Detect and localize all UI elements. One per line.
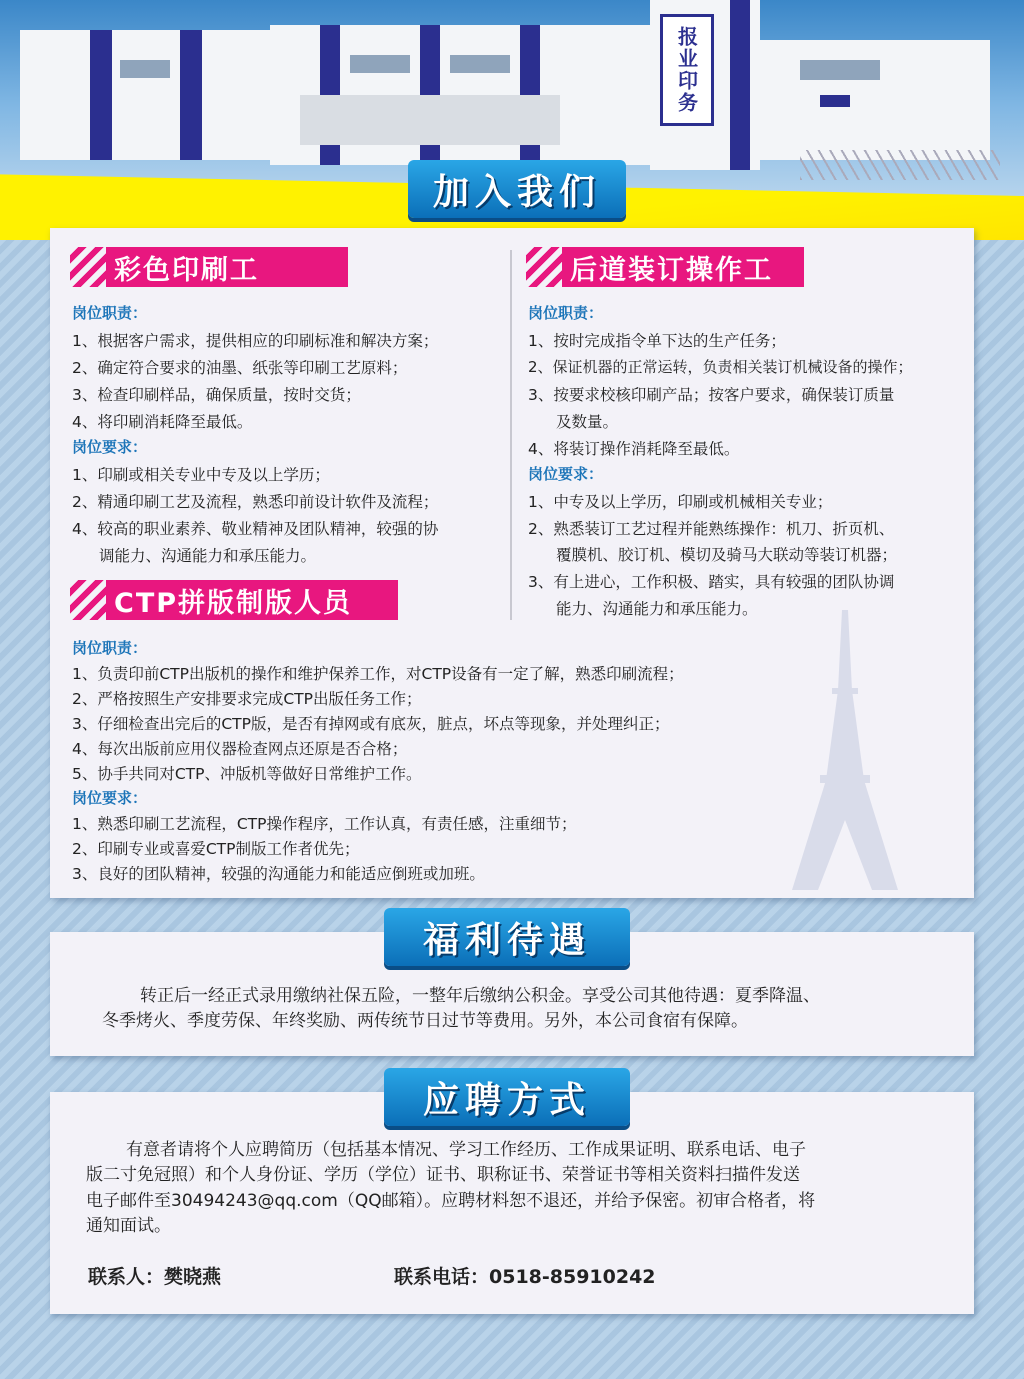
column-divider: [510, 250, 512, 620]
job1-req: 1、印刷或相关专业中专及以上学历；: [72, 466, 330, 484]
job1-duty: 2、确定符合要求的油墨、纸张等印刷工艺原料；: [72, 359, 408, 377]
benefits-text-line: 冬季烤火、季度劳保、年终奖励、两传统节日过节等费用。另外，本公司食宿有保障。: [102, 1011, 748, 1031]
building-stripe: [90, 30, 112, 160]
building-stripe: [730, 0, 750, 170]
job3-duty: 1、负责印前CTP出版机的操作和维护保养工作，对CTP设备有一定了解，熟悉印刷流程；: [72, 665, 684, 683]
benefits-text-line: 转正后一经正式录用缴纳社保五险，一整年后缴纳公积金。享受公司其他待遇：夏季降温、: [140, 986, 820, 1006]
eiffel-tower-watermark: [790, 610, 900, 890]
join-us-title: 加入我们: [432, 171, 601, 213]
job3-duties-label: 岗位职责：: [72, 639, 148, 657]
job2-req: 1、中专及以上学历，印刷或机械相关专业；: [528, 493, 833, 511]
job2-req-label: 岗位要求：: [528, 465, 604, 483]
company-sign: [660, 14, 714, 126]
apply-text-line: 通知面试。: [86, 1216, 171, 1236]
apply-text-line: 电子邮件至30494243@qq.com（QQ邮箱）。应聘材料恕不退还，并给予保密。初审合格者，将: [86, 1191, 816, 1211]
job3-duty: 3、仔细检查出完后的CTP版，是否有掉网或有底灰，脏点，坏点等现象，并处理纠正；: [72, 715, 670, 733]
window: [800, 60, 880, 80]
job1-req: 调能力、沟通能力和承压能力。: [99, 547, 317, 565]
job3-req: 1、熟悉印刷工艺流程，CTP操作程序，工作认真，有责任感，注重细节；: [72, 815, 577, 833]
job2-duties-label: 岗位职责：: [528, 304, 604, 322]
apply-text-line: 有意者请将个人应聘简历（包括基本情况、学习工作经历、工作成果证明、联系电话、电子: [126, 1140, 806, 1160]
contact-phone: 联系电话：0518-85910242: [394, 1266, 656, 1288]
job2-req: 2、熟悉装订工艺过程并能熟练操作：机刀、折页机、: [528, 520, 895, 538]
job3-duty: 4、每次出版前应用仪器检查网点还原是否合格；: [72, 740, 408, 758]
building-stripe: [180, 30, 202, 160]
gate: [800, 150, 1000, 180]
job1-req-label: 岗位要求：: [72, 438, 148, 456]
job3-req-label: 岗位要求：: [72, 789, 148, 807]
apply-text-line: 版二寸免冠照）和个人身份证、学历（学位）证书、职称证书、荣誉证书等相关资料扫描件发送: [86, 1165, 800, 1185]
window: [120, 60, 170, 78]
window: [450, 55, 510, 73]
job3-req: 2、印刷专业或喜爱CTP制版工作者优先；: [72, 840, 360, 858]
join-us-banner: [408, 160, 626, 218]
building-stripe: [820, 95, 850, 107]
building-left: [20, 30, 280, 160]
job2-req: 3、有上进心，工作积极、踏实，具有较强的团队协调: [528, 573, 895, 591]
job1-duty: 3、检查印刷样品，确保质量，按时交货；: [72, 386, 361, 404]
job1-duty: 4、将印刷消耗降至最低。: [72, 413, 253, 431]
job2-title: 后道装订操作工: [526, 247, 804, 287]
apply-title: 应聘方式: [422, 1079, 591, 1121]
job2-duty: 4、将装订操作消耗降至最低。: [528, 440, 740, 458]
job2-req: 能力、沟通能力和承压能力。: [556, 600, 758, 618]
job2-duty: 及数量。: [556, 413, 619, 431]
sign-text: 报业印务: [674, 26, 699, 114]
job3-title: CTP拼版制版人员: [70, 580, 398, 620]
contact-person: 联系人：樊晓燕: [88, 1266, 222, 1288]
job3-req: 3、良好的团队精神，较强的沟通能力和能适应倒班或加班。: [72, 865, 485, 883]
job2-req: 覆膜机、胶订机、模切及骑马大联动等装订机器；: [556, 546, 898, 564]
job1-duty: 1、根据客户需求，提供相应的印刷标准和解决方案；: [72, 332, 439, 350]
window: [350, 55, 410, 73]
job2-duty: 2、保证机器的正常运转，负责相关装订机械设备的操作；: [528, 358, 913, 376]
building-right: [760, 40, 990, 160]
job1-duties-label: 岗位职责：: [72, 304, 148, 322]
apply-banner: [384, 1068, 630, 1126]
building-entrance: [300, 95, 560, 145]
job1-title: 彩色印刷工: [70, 247, 348, 287]
job1-req: 2、精通印刷工艺及流程，熟悉印前设计软件及流程；: [72, 493, 439, 511]
job3-duty: 2、严格按照生产安排要求完成CTP出版任务工作；: [72, 690, 422, 708]
job2-duty: 3、按要求校核印刷产品；按客户要求，确保装订质量: [528, 386, 895, 404]
job1-req: 4、较高的职业素养、敬业精神及团队精神，较强的协: [72, 520, 439, 538]
benefits-banner: [384, 908, 630, 966]
benefits-title: 福利待遇: [422, 919, 591, 961]
job3-duty: 5、协手共同对CTP、冲版机等做好日常维护工作。: [72, 765, 422, 783]
job2-duty: 1、按时完成指令单下达的生产任务；: [528, 332, 786, 350]
